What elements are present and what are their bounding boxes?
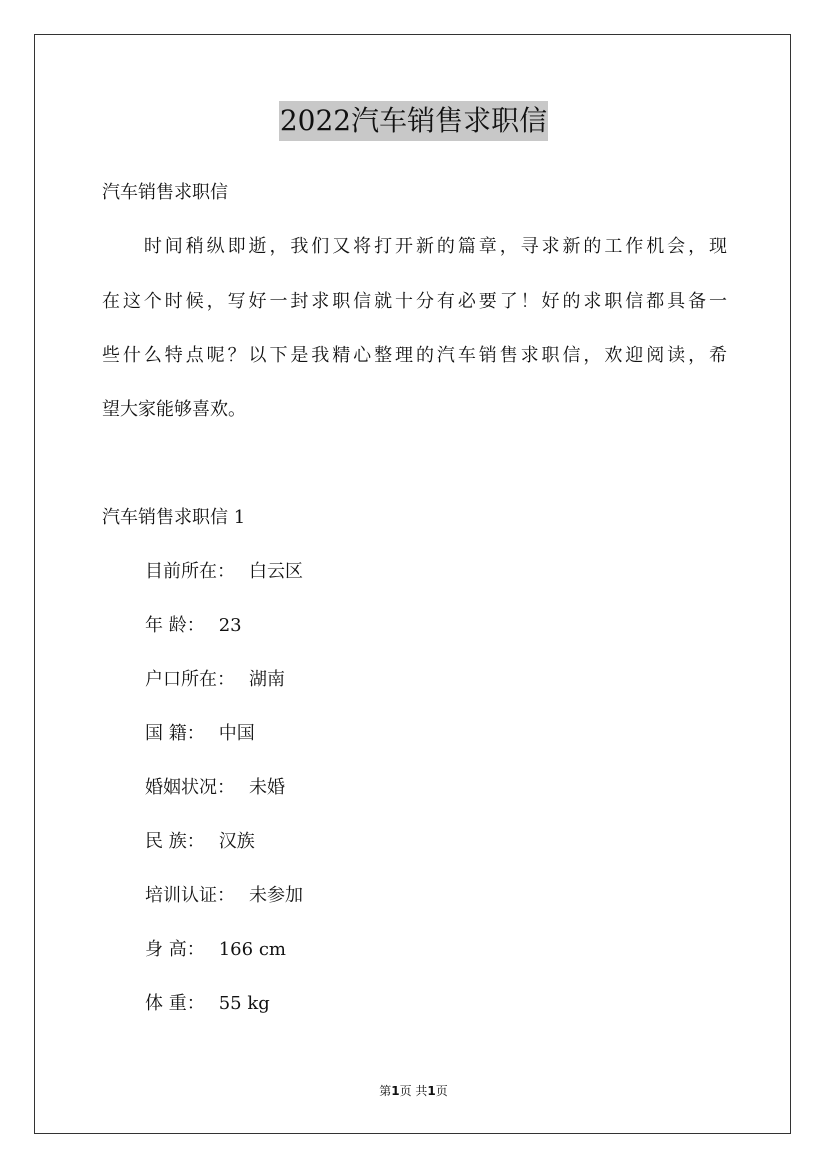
intro-line-3: 些什么特点呢？以下是我精心整理的汽车销售求职信，欢迎阅读，希 <box>102 345 727 366</box>
field-label: 年 龄： <box>145 615 205 636</box>
footer-total-pages: 1 <box>427 1084 436 1098</box>
field-height <box>145 939 286 961</box>
field-value: 汉族 <box>218 831 255 852</box>
field-value: 23 <box>218 615 242 636</box>
document-title: 2022汽车销售求职信 <box>279 101 548 141</box>
field-label: 民 族： <box>145 831 205 852</box>
field-ethnicity <box>145 831 255 853</box>
field-label: 婚姻状况： <box>145 777 235 798</box>
field-location <box>145 561 303 583</box>
footer-mid: 页 共 <box>399 1084 428 1098</box>
field-value: 湖南 <box>249 669 285 690</box>
field-label: 体 重： <box>145 993 205 1014</box>
footer-page-number: 1 <box>391 1084 400 1098</box>
field-value: 中国 <box>218 723 255 744</box>
field-weight <box>145 993 270 1015</box>
field-label: 户口所在： <box>145 669 235 690</box>
field-value: 未参加 <box>249 885 303 906</box>
field-marital-status <box>145 777 285 799</box>
section-heading: 汽车销售求职信 1 <box>102 507 246 528</box>
document-subtitle: 汽车销售求职信 <box>102 182 228 203</box>
footer-suffix: 页 <box>435 1084 448 1098</box>
field-training <box>145 885 303 907</box>
field-label: 身 高： <box>145 939 205 960</box>
field-age <box>145 615 242 637</box>
intro-line-4: 望大家能够喜欢。 <box>102 399 246 420</box>
title-container <box>0 101 827 141</box>
field-label: 目前所在： <box>145 561 235 582</box>
field-label: 国 籍： <box>145 723 205 744</box>
field-value: 白云区 <box>249 561 303 582</box>
intro-line-2: 在这个时候，写好一封求职信就十分有必要了！好的求职信都具备一 <box>102 291 727 312</box>
field-hukou <box>145 669 285 691</box>
field-nationality <box>145 723 255 745</box>
field-value: 166 cm <box>218 939 286 960</box>
intro-line-1: 时间稍纵即逝，我们又将打开新的篇章，寻求新的工作机会，现 <box>102 236 727 257</box>
field-value: 未婚 <box>249 777 285 798</box>
footer-prefix: 第 <box>379 1084 392 1098</box>
field-label: 培训认证： <box>145 885 235 906</box>
field-value: 55 kg <box>218 993 270 1014</box>
page-footer <box>0 1083 827 1099</box>
